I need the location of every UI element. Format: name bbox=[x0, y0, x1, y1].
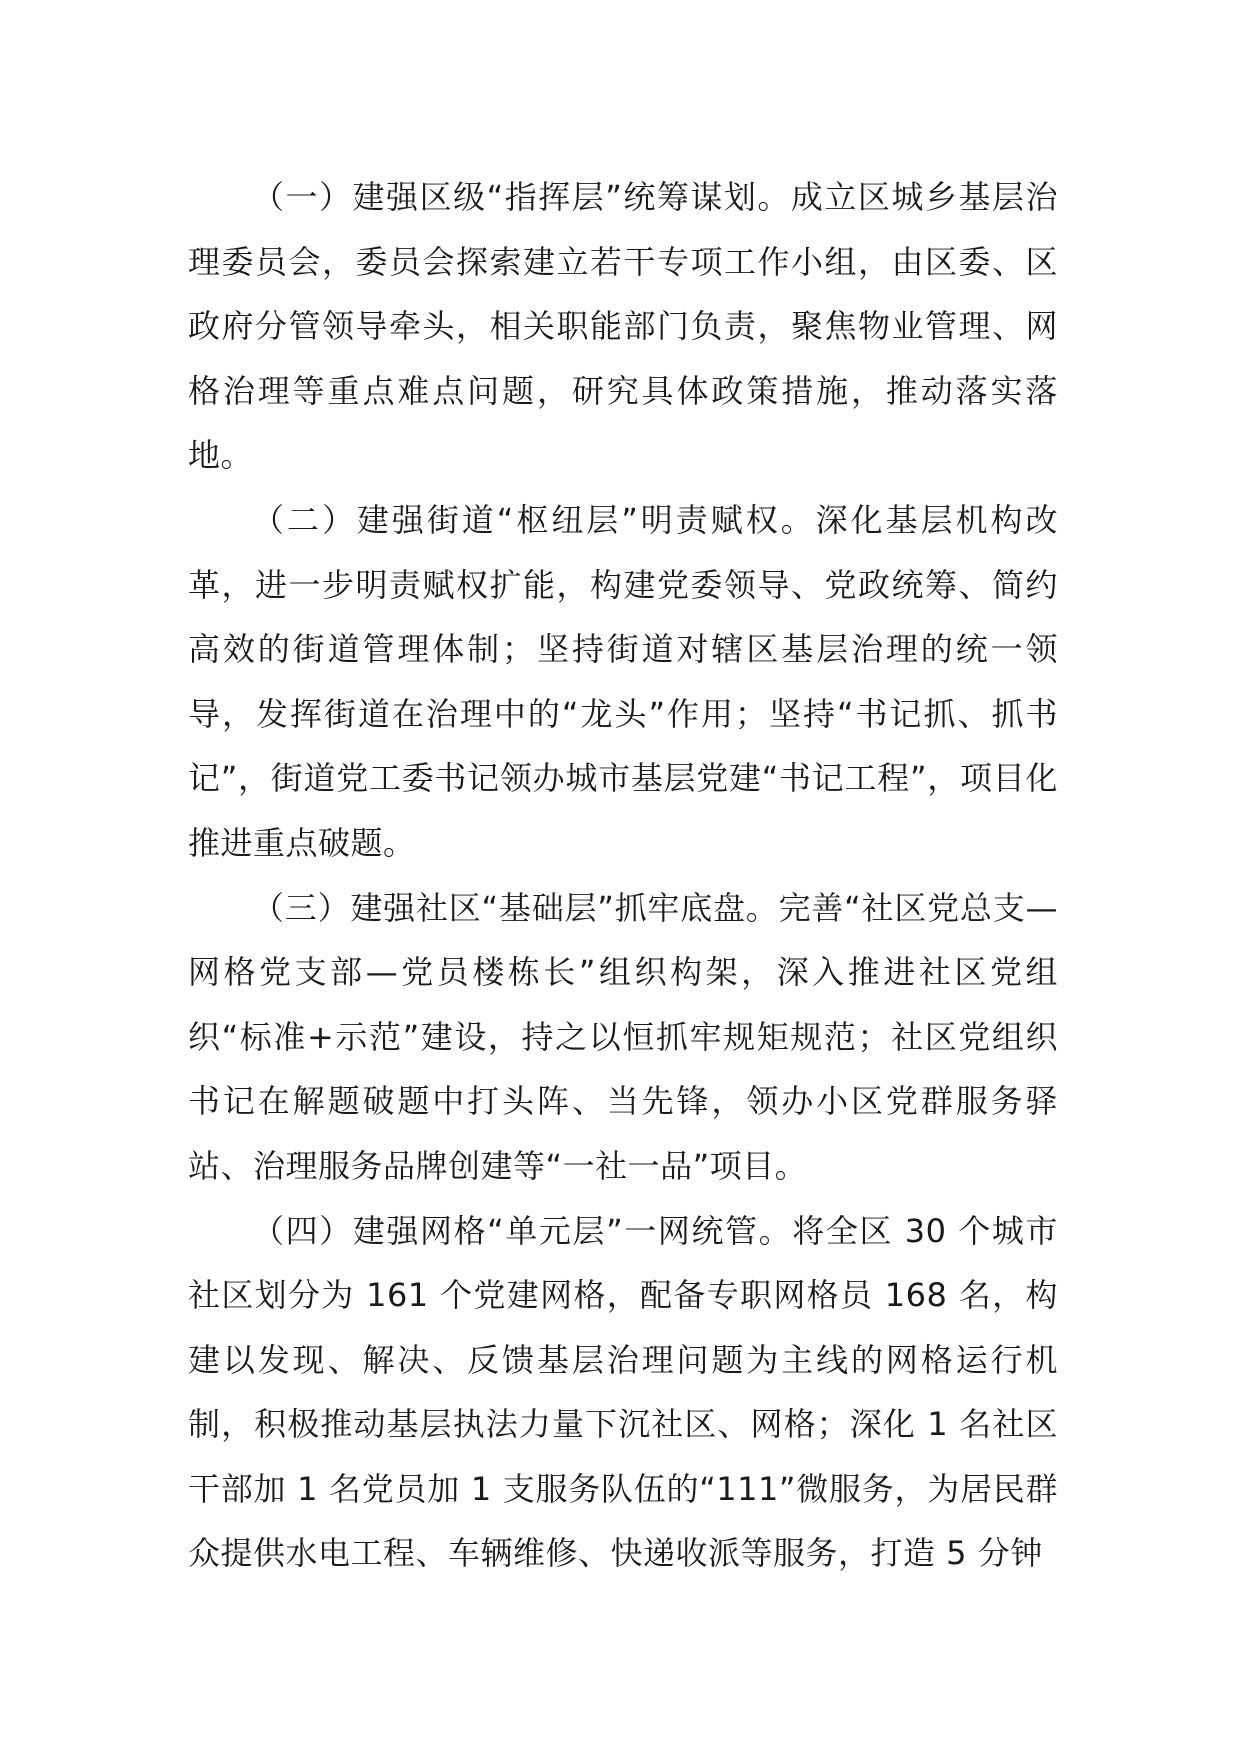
paragraph-community-base-layer: （三）建强社区“基础层”抓牢底盘。完善“社区党总支—网格党支部—党员楼栋长”组织构架，深入推进社区党组织“标准+示范”建设，持之以恒抓牢规矩规范；社区党组织书记在解题破题中打头阵、当先锋，领办小区党群服务驿站、治理服务品牌创建等“一社一品”项目。 bbox=[188, 888, 1058, 1185]
paragraph-district-command-layer: （一）建强区级“指挥层”统筹谋划。成立区城乡基层治理委员会，委员会探索建立若干专项工作小组，由区委、区政府分管领导牵头，相关职能部门负责，聚焦物业管理、网格治理等重点难点问题，研究具体政策措施，推动落实落地。 bbox=[188, 178, 1058, 475]
document-body bbox=[188, 165, 1058, 1586]
paragraph-street-hub-layer: （二）建强街道“枢纽层”明责赋权。深化基层机构改革，进一步明责赋权扩能，构建党委领导、党政统筹、简约高效的街道管理体制；坚持街道对辖区基层治理的统一领导，发挥街道在治理中的“龙头”作用；坚持“书记抓、抓书记”，街道党工委书记领办城市基层党建“书记工程”，项目化推进重点破题。 bbox=[188, 500, 1058, 862]
paragraph-grid-unit-layer: （四）建强网格“单元层”一网统管。将全区 30 个城市社区划分为 161 个党建网格，配备专职网格员 168 名，构建以发现、解决、反馈基层治理问题为主线的网格运行机制，积极推动基层执法力量下沉社区、网格；深化 1 名社区干部加 1 名党员加 1 支服务队伍的“111”微服务，为居民群众提供水电工程、车辆维修、快递收派等服务，打造 5 分钟 bbox=[188, 1211, 1058, 1573]
